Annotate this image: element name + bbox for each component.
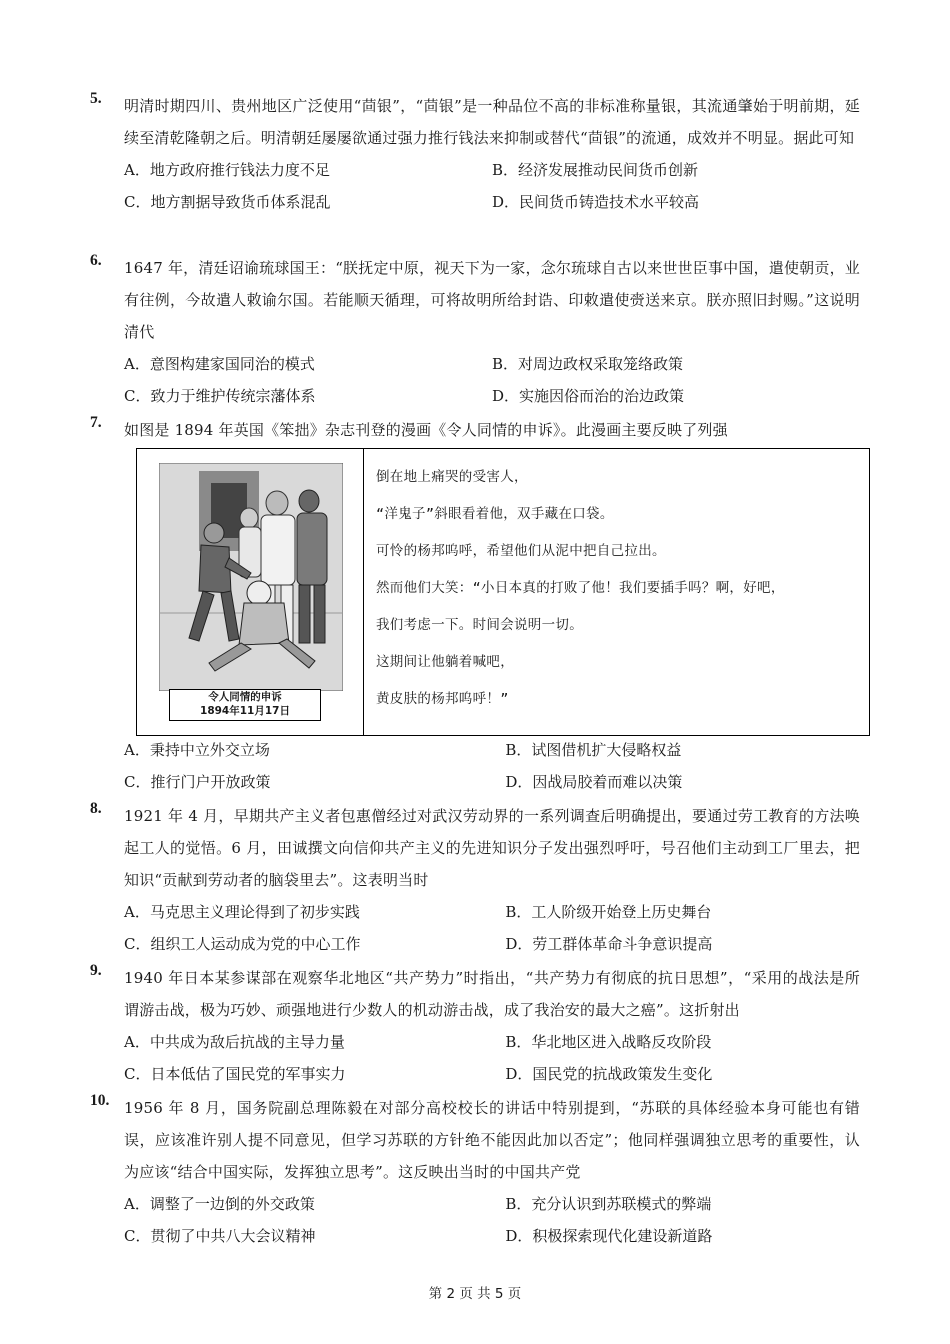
option-d[interactable]: D．国民党的抗战政策发生变化 xyxy=(505,1065,713,1083)
option-d[interactable]: D．因战局胶着而难以决策 xyxy=(505,773,683,791)
cartoon-caption xyxy=(169,689,321,721)
option-c[interactable]: C．组织工人运动成为党的中心工作 xyxy=(124,935,361,953)
question-10 xyxy=(90,1092,860,1252)
option-d[interactable]: D．积极探索现代化建设新道路 xyxy=(505,1227,713,1245)
poem-line: 然而他们大笑：“小日本真的打败了他！我们要插手吗？啊，好吧， xyxy=(376,580,785,596)
cartoon-image xyxy=(137,449,364,735)
cartoon-figure xyxy=(136,448,870,736)
option-d[interactable]: D．实施因俗而治的治边政策 xyxy=(492,387,685,405)
option-c[interactable]: C．地方割据导致货币体系混乱 xyxy=(124,193,331,211)
question-8 xyxy=(90,800,860,960)
question-9 xyxy=(90,962,860,1090)
poem-line: 这期间让他躺着喊吧， xyxy=(376,654,514,670)
option-b[interactable]: B．华北地区进入战略反攻阶段 xyxy=(505,1033,712,1051)
option-b[interactable]: B．对周边政权采取笼络政策 xyxy=(492,355,684,373)
option-a[interactable]: A．调整了一边倒的外交政策 xyxy=(124,1195,315,1213)
cartoon-illustration-icon xyxy=(159,463,343,691)
options xyxy=(124,1188,860,1252)
option-d[interactable]: D．劳工群体革命斗争意识提高 xyxy=(505,935,713,953)
option-b[interactable]: B．经济发展推动民间货币创新 xyxy=(492,161,699,179)
question-number: 7. xyxy=(90,414,102,431)
question-stem: 1921 年 4 月，早期共产主义者包惠僧经过对武汉劳动界的一系列调查后明确提出，要通过劳工教育的方法唤起工人的觉悟。6 月，田诚撰文向信仰共产主义的先进知识分子发出强烈呼吁，号召他们主动到工厂里去，把知识“贡献到劳动者的脑袋里去”。这表明当时 xyxy=(124,807,860,889)
cartoon-poem xyxy=(364,449,785,735)
options xyxy=(124,154,860,218)
options xyxy=(124,1026,860,1090)
option-c[interactable]: C．贯彻了中共八大会议精神 xyxy=(124,1227,316,1245)
option-c[interactable]: C．推行门户开放政策 xyxy=(124,773,271,791)
question-number: 5. xyxy=(90,90,102,107)
option-a[interactable]: A．地方政府推行钱法力度不足 xyxy=(124,161,330,179)
option-d[interactable]: D．民间货币铸造技术水平较高 xyxy=(492,193,700,211)
option-c[interactable]: C．致力于维护传统宗藩体系 xyxy=(124,387,316,405)
option-a[interactable]: A．中共成为敌后抗战的主导力量 xyxy=(124,1033,345,1051)
poem-line: 倒在地上痛哭的受害人， xyxy=(376,469,528,485)
poem-line: “洋鬼子”斜眼看着他，双手藏在口袋。 xyxy=(376,506,614,522)
poem-line: 可怜的杨邦呜呼，希望他们从泥中把自己拉出。 xyxy=(376,543,666,559)
options xyxy=(124,734,860,798)
question-stem: 如图是 1894 年英国《笨拙》杂志刊登的漫画《令人同情的申诉》。此漫画主要反映了列强 xyxy=(124,421,728,439)
question-number: 8. xyxy=(90,800,102,817)
question-6 xyxy=(90,252,860,412)
option-a[interactable]: A．秉持中立外交立场 xyxy=(124,741,270,759)
question-7 xyxy=(90,414,860,446)
option-a[interactable]: A．意图构建家国同治的模式 xyxy=(124,355,315,373)
question-5 xyxy=(90,90,860,218)
caption-date: 1894年11月17日 xyxy=(200,705,290,717)
options xyxy=(124,896,860,960)
option-b[interactable]: B．充分认识到苏联模式的弊端 xyxy=(505,1195,712,1213)
question-7-options xyxy=(90,734,860,798)
option-c[interactable]: C．日本低估了国民党的军事实力 xyxy=(124,1065,346,1083)
option-b[interactable]: B．工人阶级开始登上历史舞台 xyxy=(505,903,712,921)
page-footer: 第 2 页 共 5 页 xyxy=(428,1286,522,1302)
question-stem: 明清时期四川、贵州地区广泛使用“茴银”，“茴银”是一种品位不高的非标准称量银，其流通肇始于明前期，延续至清乾隆朝之后。明清朝廷屡屡欲通过强力推行钱法来抑制或替代“茴银”的流通，成效并不明显。据此可知 xyxy=(124,97,860,147)
option-a[interactable]: A．马克思主义理论得到了初步实践 xyxy=(124,903,360,921)
question-stem: 1956 年 8 月，国务院副总理陈毅在对部分高校校长的讲话中特别提到，“苏联的具体经验本身可能也有错误，应该准许别人提不同意见，但学习苏联的方针绝不能因此加以否定”；他同样强调独立思考的重要性，认为应该“结合中国实际，发挥独立思考”。这反映出当时的中国共产党 xyxy=(124,1099,860,1181)
question-number: 9. xyxy=(90,962,102,979)
question-number: 10. xyxy=(90,1092,110,1109)
question-stem: 1647 年，清廷诏谕琉球国王：“朕抚定中原，视天下为一家，念尔琉球自古以来世世臣事中国，遣使朝贡，业有往例，今故遣人敕谕尔国。若能顺天循理，可将故明所给封诰、印敕遣使赍送来京。朕亦照旧封赐。”这说明清代 xyxy=(124,259,860,341)
caption-title: 令人同情的申诉 xyxy=(208,691,282,703)
question-number: 6. xyxy=(90,252,102,269)
option-b[interactable]: B．试图借机扩大侵略权益 xyxy=(505,741,682,759)
question-stem: 1940 年日本某参谋部在观察华北地区“共产势力”时指出，“共产势力有彻底的抗日思想”，“采用的战法是所谓游击战，极为巧妙、顽强地进行少数人的机动游击战，成了我治安的最大之癌”。这折射出 xyxy=(124,969,860,1019)
options xyxy=(124,348,860,412)
poem-line: 我们考虑一下。时间会说明一切。 xyxy=(376,617,583,633)
poem-line: 黄皮肤的杨邦呜呼！” xyxy=(376,691,509,707)
